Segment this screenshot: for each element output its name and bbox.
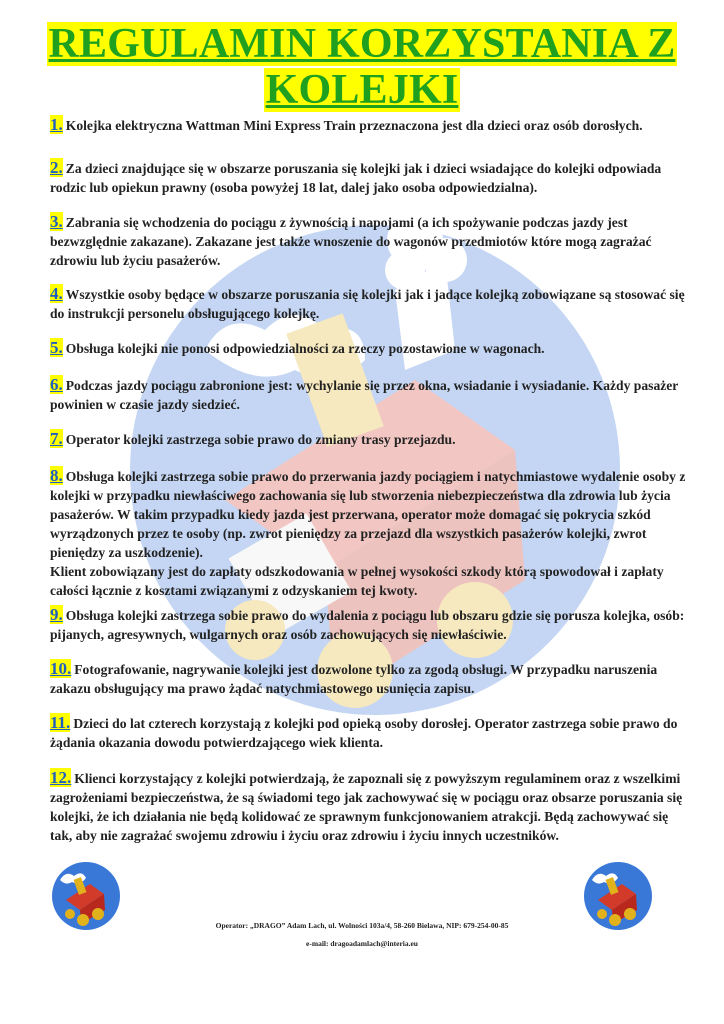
rule-12 (50, 768, 690, 845)
rule-text: Podczas jazdy pociągu zabronione jest: wychylanie się przez okna, wsiadanie i wysiadanie. Każdy pasażer powinien w czasie jazdy siedzieć. (50, 378, 679, 412)
title-line-1: REGULAMIN KORZYSTANIA Z (48, 21, 676, 67)
footer-operator: Operator: „DRAGO” Adam Lach, ul. Wolności 103a/4, 58-260 Bielawa, NIP: 679-254-00-85 (215, 921, 509, 930)
rule-text: Fotografowanie, nagrywanie kolejki jest dozwolone tylko za zgodą obsługi. W przypadku naruszenia zakazu obsługujący ma prawo żądać natychmiastowego usunięcia zapisu. (50, 662, 658, 696)
rule-4 (50, 284, 690, 323)
rule-text: Zabrania się wchodzenia do pociągu z żywnością i napojami (a ich spożywanie podczas jazdy jest bezwzględnie zakazane). Zakazane jest także wnoszenie do wagonów przedmiotów które mogą zagrażać zdrowiu lub życiu pasażerów. (50, 215, 652, 268)
rule-text: Kolejka elektryczna Wattman Mini Express Train przeznaczona jest dla dzieci oraz osób dorosłych. (65, 118, 643, 133)
rule-number: 4. (50, 284, 63, 303)
rule-number: 2. (50, 158, 63, 177)
rule-text: Dzieci do lat czterech korzystają z kolejki pod opieką osoby dorosłej. Operator zastrzega sobie prawo do żądania okazania dowodu potwierdzającego wiek klienta. (50, 716, 678, 750)
rule-text: Za dzieci znajdujące się w obszarze poruszania się kolejki jak i dzieci wsiadające do kolejki odpowiada rodzic lub opiekun prawny (osoba powyżej 18 lat, dalej jako osoba odpowiedzialna). (50, 161, 662, 195)
rule-text: Wszystkie osoby będące w obszarze poruszania się kolejki jak i jadące kolejką zobowiązane są stosować się do instrukcji personelu obsługującego kolejkę. (50, 287, 685, 321)
rule-number: 8. (50, 466, 63, 485)
title-line-2: KOLEJKI (265, 67, 459, 113)
rule-number: 12. (50, 768, 72, 787)
footer-email: e-mail: dragoadamlach@interia.eu (306, 939, 418, 948)
rule-number: 11. (50, 713, 71, 732)
rule-text: Obsługa kolejki zastrzega sobie prawo do wydalenia z pociągu lub obszaru gdzie się porusza kolejka, osób: pijanych, agresywnych, wulgarnych oraz osób zachowujących się niewłaściwie. (50, 608, 685, 642)
rule-text: Klienci korzystający z kolejki potwierdzają, że zapoznali się z powyższym regulaminem oraz z wszelkimi zagrożeniami bezpieczeństwa, że są świadomi tego jak zachowywać się w pociągu oraz obsarze poruszania się kolejki, że ich działania nie będą kolidować ze sprawnym funkcjonowaniem atrakcji. Będą zachowywać się tak, aby nie zagrażać swojemu zdrowiu i życiu oraz zdrowiu i życiu innych uczestników. (50, 771, 683, 843)
rule-8 (50, 466, 690, 600)
rule-number: 5. (50, 338, 63, 357)
rule-text: Operator kolejki zastrzega sobie prawo do zmiany trasy przejazdu. (65, 432, 456, 447)
rule-6 (50, 375, 690, 414)
rule-number: 6. (50, 375, 63, 394)
rule-11 (50, 713, 690, 752)
rule-number: 9. (50, 605, 63, 624)
rule-10 (50, 659, 690, 698)
rule-number: 3. (50, 212, 63, 231)
rule-1 (50, 115, 690, 135)
rule-9 (50, 605, 690, 644)
rule-7 (50, 429, 690, 449)
rule-text: Obsługa kolejki nie ponosi odpowiedzialności za rzeczy pozostawione w wagonach. (65, 341, 545, 356)
rule-5 (50, 338, 690, 358)
rule-number: 1. (50, 115, 63, 134)
rule-text: Obsługa kolejki zastrzega sobie prawo do przerwania jazdy pociągiem i natychmiastowe wydalenie osoby z kolejki w przypadku niewłaściwego zachowania się lub stworzenia niebezpieczeństwa dla zdrowia lub życia pasażerów. W takim przypadku kiedy jazda jest przerwana, operator może domagać się pokrycia szkód wyrządzonych przez te osoby (np. zwrot pieniędzy za przejazd dla wszystkich pasażerów kolejki, zwrot pieniędzy za uszkodzenie). Klient zobowiązany jest do zapłaty odszkodowania w pełnej wysokości szkody którą spowodował i zapłaty całości łącznie z kosztami związanymi z odzyskaniem tej kwoty. (50, 469, 686, 598)
document-title (0, 22, 724, 112)
rule-2 (50, 158, 690, 197)
rule-number: 7. (50, 429, 63, 448)
rule-number: 10. (50, 659, 72, 678)
rule-3 (50, 212, 690, 270)
